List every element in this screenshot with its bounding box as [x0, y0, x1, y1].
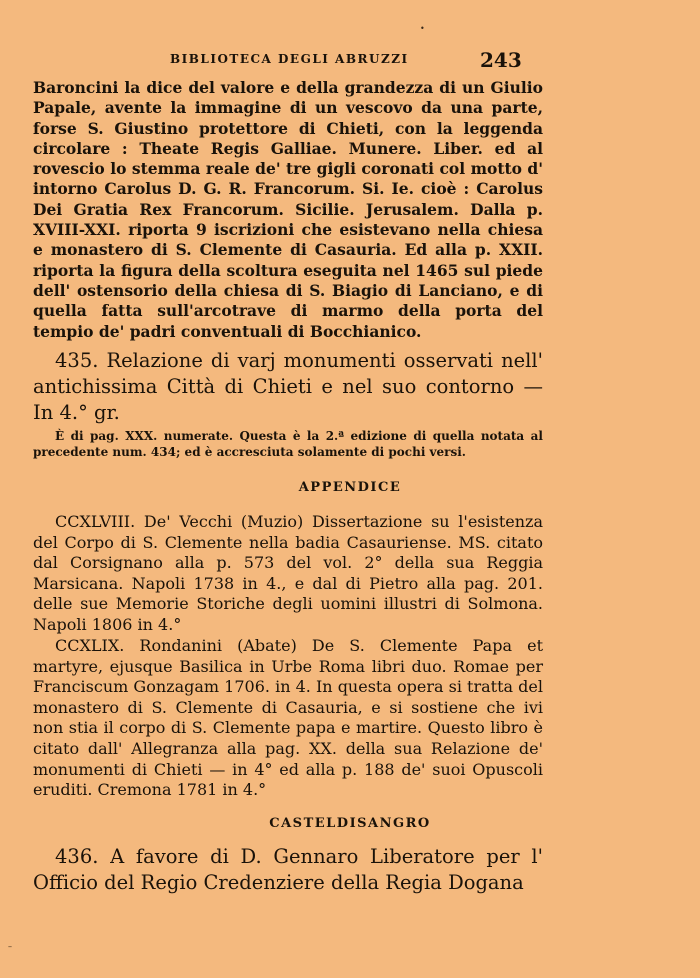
entry-435-note: È di pag. XXX. numerate. Questa è la 2.ª edizione di quella notata al precedente num. 434; ed è accresciuta solamente di pochi versi. — [33, 429, 543, 459]
continued-paragraph: Baroncini la dice del valore e della grandezza di un Giulio Papale, avente la immagine di un vescovo da una parte, forse S. Giustino protettore di Chieti, con la leggenda circolare : Theate Regis Galliae. Munere. Liber. ed al rovescio lo stemma reale de' tre gigli coronati col motto d' intorno Carolus D. G. R. Francorum. Si. Ie. cioè : Carolus Dei Gratia Rex Francorum. Sicilie. Jerusalem. Dalla p. XVIII-XXI. riporta 9 iscrizioni che esistevano nella chiesa e monastero di S. Clemente di Casauria. Ed alla p. XXII. riporta la figura della scoltura eseguita nel 1465 sul piede dell' ostensorio della chiesa di S. Biagio di Lanciano, e di quella fatta sull'arcotrave di marmo della porta del tempio de' padri conventuali di Bocchianico. — [33, 78, 543, 341]
section-heading-casteldisangro: CASTELDISANGRO — [269, 816, 431, 831]
speck-mark: • — [420, 24, 425, 33]
entry-ccxlix: CCXLIX. Rondanini (Abate) De S. Clemente Papa et martyre, ejusque Basilica in Urbe Roma libri duo. Romae per Franciscum Gonzagam 1706. in 4. In questa opera si tratta del monastero di S. Clemente di Casauria, e si sostiene che ivi non stia il corpo di S. Clemente papa e martire. Questo libro è citato dall' Allegranza alla pag. XX. della sua Relazione de' monumenti di Chieti — in 4° ed alla p. 188 de' suoi Opuscoli eruditi. Cremona 1781 in 4.° — [33, 636, 543, 800]
entry-435: 435. Relazione di varj monumenti osservati nell' antichissima Città di Chieti e nel suo contorno — In 4.° gr. — [33, 349, 543, 424]
entry-436: 436. A favore di D. Gennaro Liberatore per l' Officio del Regio Credenziere della Regia Dogana — [33, 845, 543, 894]
section-heading-appendice: APPENDICE — [298, 480, 402, 495]
running-title: BIBLIOTECA DEGLI ABRUZZI — [170, 52, 409, 66]
entry-ccxlviii: CCXLVIII. De' Vecchi (Muzio) Dissertazione su l'esistenza del Corpo di S. Clemente nella badia Casauriense. MS. citato dal Corsignano alla p. 573 del vol. 2° della sua Reggia Marsicana. Napoli 1738 in 4., e dal di Pietro alla pag. 201. delle sue Memorie Storiche degli uomini illustri di Solmona. Napoli 1806 in 4.° — [33, 512, 543, 634]
speck-mark: – — [8, 942, 12, 951]
page-number: 243 — [480, 48, 522, 72]
